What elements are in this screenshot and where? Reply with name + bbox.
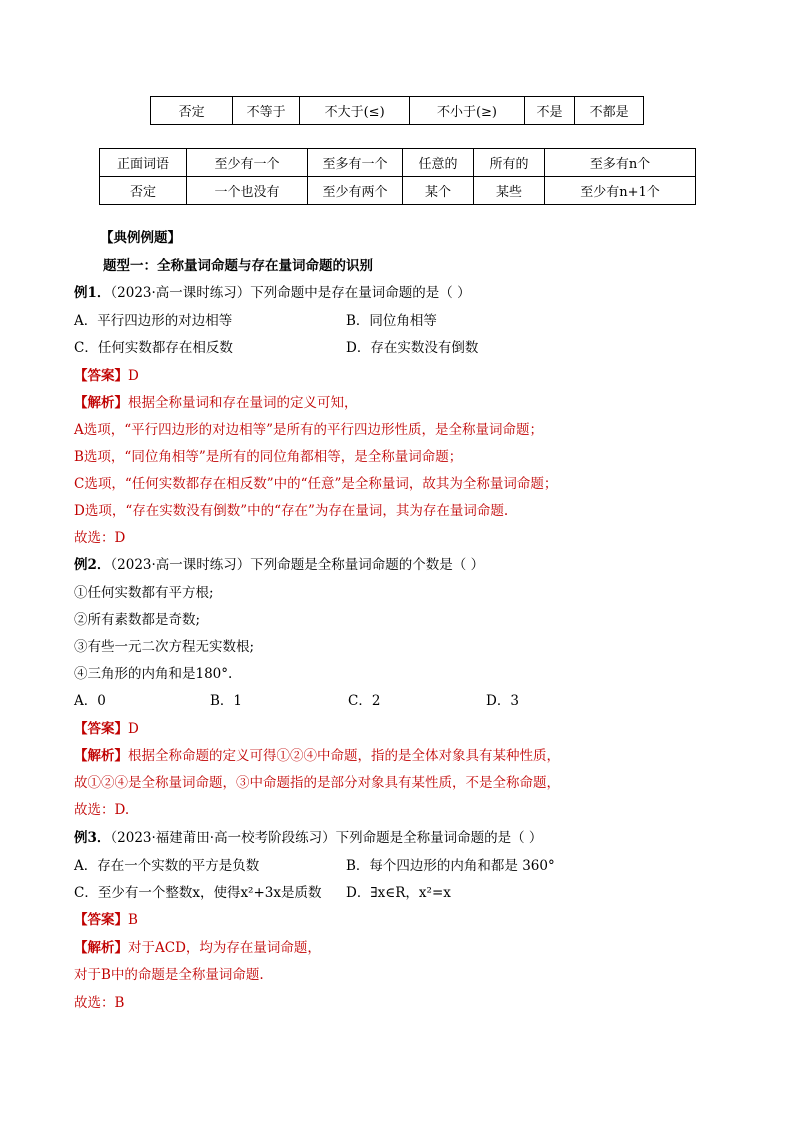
ex3-option-d: D．∃x∈R，x²=x [346, 885, 451, 901]
table-cell: 不大于(≤) [299, 97, 409, 125]
table-cell: 某些 [474, 177, 545, 205]
ex2-option-b: B．1 [210, 693, 243, 709]
ex2-label: 例2． [74, 557, 111, 573]
ex3-question-line [74, 828, 542, 848]
analysis-text: 根据全称命题的定义可得①②④中命题，指的是全体对象具有某种性质， [128, 748, 560, 764]
negation-table [150, 96, 644, 125]
section-title: 【典例例题】 [100, 230, 181, 246]
analysis-text: 根据全称量词和存在量词的定义可知， [128, 395, 358, 411]
quantifier-table [99, 148, 696, 205]
ex3-analysis-line [74, 938, 321, 958]
table-cell: 至少有n+1个 [545, 177, 696, 205]
table-cell: 至少有两个 [308, 177, 403, 205]
analysis-text: 故①②④是全称量词命题，③中命题指的是部分对象具有某性质，不是全称命题， [74, 775, 560, 791]
ex1-answer [74, 366, 139, 386]
table-cell: 不都是 [575, 97, 644, 125]
analysis-text: C选项，“任何实数都存在相反数”中的“任意”是全称量词，故其为全称量词命题； [74, 476, 558, 492]
ex2-item: ②所有素数都是奇数; [74, 612, 201, 628]
ex1-option-d: D．存在实数没有倒数 [346, 340, 479, 356]
table-cell: 不小于(≥) [410, 97, 524, 125]
analysis-text: 对于ACD，均为存在量词命题， [128, 940, 321, 956]
analysis-text: A选项，“平行四边形的对边相等”是所有的平行四边形性质，是全称量词命题； [74, 422, 544, 438]
table-cell: 至多有n个 [545, 149, 696, 177]
table-cell: 某个 [403, 177, 474, 205]
ex2-item: ③有些一元二次方程无实数根; [74, 639, 255, 655]
answer-value: D [128, 368, 139, 384]
ex3-option-a: A．存在一个实数的平方是负数 [74, 858, 260, 874]
ex1-question: （2023·高一课时练习）下列命题中是存在量词命题的是（ ） [110, 285, 471, 301]
analysis-text: 对于B中的命题是全称量词命题. [74, 967, 264, 983]
conclusion: 故选：D [74, 530, 126, 546]
ex2-question: （2023·高一课时练习）下列命题是全称量词命题的个数是（ ） [110, 557, 485, 573]
ex1-question-line [74, 283, 471, 303]
answer-tag: 【答案】 [74, 721, 128, 737]
table-cell: 不等于 [233, 97, 300, 125]
conclusion: 故选：B [74, 995, 125, 1011]
analysis-text: B选项，“同位角相等”是所有的同位角都相等，是全称量词命题； [74, 449, 463, 465]
table-cell: 至多有一个 [308, 149, 403, 177]
answer-value: D [128, 721, 139, 737]
table-row [100, 149, 696, 177]
table-cell: 所有的 [474, 149, 545, 177]
answer-tag: 【答案】 [74, 368, 128, 384]
subtitle: 题型一：全称量词命题与存在量词命题的识别 [103, 258, 373, 274]
ex3-question: （2023·福建莆田·高一校考阶段练习）下列命题是全称量词命题的是（ ） [110, 830, 543, 846]
table-cell: 一个也没有 [187, 177, 308, 205]
analysis-text: D选项，“存在实数没有倒数”中的“存在”为存在量词，其为存在量词命题. [74, 503, 509, 519]
ex1-option-a: A．平行四边形的对边相等 [74, 313, 233, 329]
ex2-answer [74, 719, 139, 739]
table-cell: 至少有一个 [187, 149, 308, 177]
table-cell: 任意的 [403, 149, 474, 177]
table-cell: 不是 [524, 97, 575, 125]
ex1-option-c: C．任何实数都存在相反数 [74, 340, 233, 356]
table-cell: 否定 [151, 97, 233, 125]
conclusion: 故选：D. [74, 802, 130, 818]
ex2-item: ④三角形的内角和是180°. [74, 666, 233, 682]
ex1-analysis-line [74, 393, 358, 413]
table-row [100, 177, 696, 205]
table-row [151, 97, 644, 125]
table-cell: 否定 [100, 177, 187, 205]
answer-tag: 【答案】 [74, 912, 128, 928]
analysis-tag: 【解析】 [74, 395, 128, 411]
table-cell: 正面词语 [100, 149, 187, 177]
ex2-option-d: D．3 [486, 693, 519, 709]
ex3-option-b: B．每个四边形的内角和都是 360° [346, 858, 555, 874]
ex2-analysis-line [74, 746, 560, 766]
ex2-question-line [74, 555, 484, 575]
analysis-tag: 【解析】 [74, 748, 128, 764]
ex3-answer [74, 910, 138, 930]
ex2-option-c: C．2 [348, 693, 381, 709]
ex3-label: 例3． [74, 830, 111, 846]
ex2-option-a: A．0 [74, 693, 106, 709]
ex1-label: 例1． [74, 285, 111, 301]
ex3-option-c: C．至少有一个整数x，使得x²+3x是质数 [74, 885, 322, 901]
ex1-option-b: B．同位角相等 [346, 313, 437, 329]
answer-value: B [128, 912, 138, 928]
ex2-item: ①任何实数都有平方根; [74, 585, 214, 601]
analysis-tag: 【解析】 [74, 940, 128, 956]
